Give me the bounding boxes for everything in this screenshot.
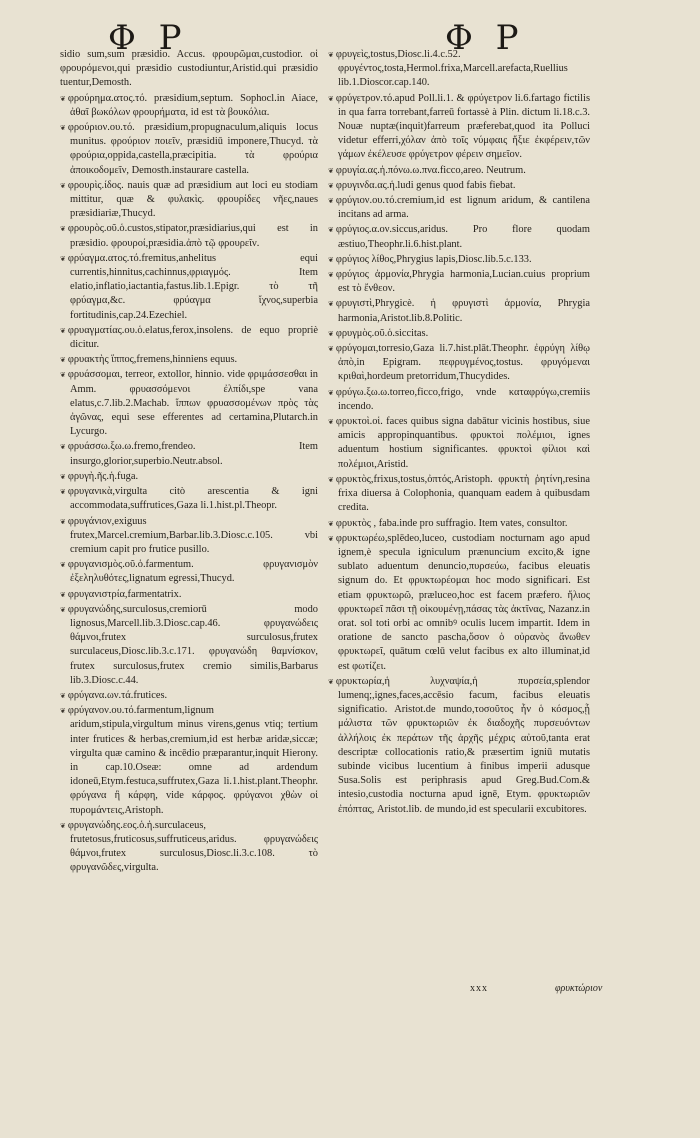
catchword: φρυκτώριον: [555, 983, 603, 994]
dictionary-entry: ❦ φρούριον.ου.τό. præsidium,propugnaculum,aliquis locus munitus. φρούριον ποιεῖν, præsidiū imponere,Thucyd. τὰ φρούρια,oppida,castella,præcipitia. τὰ φρούρια ἀποικοδομεῖν, Demosth.instaurare castella.: [60, 121, 318, 178]
dictionary-entry: ❦ φρυκτοὶ.οἱ. faces quibus signa dabātur vicinis hostibus, siue amicis appropinquantibus. φρυκτοὶ πολέμιοι, ignes aduentum hostium significantes. φρυκτοὶ φίλιοι καὶ πολέμιοι,Aristid.: [328, 415, 590, 472]
left-column: [60, 48, 318, 983]
dictionary-entry: ❦ φρύγιος λίθος,Phrygius lapis,Diosc.lib.5.c.133.: [328, 253, 590, 267]
dictionary-entry: ❦ φρύγανον.ου.τό.farmentum,lignum aridum,stipula,virgultum minus virens,genus vtiq; tertium inter frutices & herbas,cremium,id est herbæ aridæ,siccæ; virgulta quæ camino & incēdio præparantur,inquit Hierony. in cap.10.Oseæ: omne ad ardendum idoneū,Etym.festuca,suffrutex,Gaza li.1.hist.plant.Theophr. φρύγανα ἢ κάρφη, vide κάρφος. φρύγανοι χθὼν οἱ πυρομάντεις,Aristoph.: [60, 704, 318, 818]
dictionary-entry: ❦ φρύγιον.ου.τό.cremium,id est lignum aridum, & cantilena incitans ad arma.: [328, 194, 590, 222]
signature-mark: xxx: [470, 983, 488, 994]
dictionary-entry: ❦ φρυκτωρία,ἡ λυχναψία,ἡ πυρσεία,splendor lumenq;,ignes,faces,accēsio facum, facibus eleuatis significatio. Aristot.de mundo,τοσοῦτος ἦν ὁ κόσμος,ᾗ μάλιστα τῶν φρυκτωριῶν ἐκ διαδοχῆς πυρσευόντων ἀλλήλοις ἐκ περάτων τῆς ἀρχῆς μέχρις αὐτοῦ,tanta erat descriptæ collocationis ratio,& præsertim igniū mutatis subinde vicibus lucentium à finibus imperii adusque Susa.Solis est periphrasis apud Greg.Bud.Com.& intesio,custodia nocturna apud ignē, Etym. φρυκτωριῶν ἐπόπτας, Aristot.lib. de mundo,id est specularii excubitores.: [328, 675, 590, 817]
dictionary-entry: ❦ φρυακτὴς ἵππος,fremens,hinniens equus.: [60, 353, 318, 367]
dictionary-entry: ❦ φρουρὶς.ίδος. nauis quæ ad præsidium aut loci eu stodiam mittitur, quæ & φυλακὶς. φρουρίδες νῆες,naues præsidiariæ,Thucyd.: [60, 179, 318, 222]
dictionary-entry: ❦ φρύγομαι,torresio,Gaza li.7.hist.plāt.Theophr. ἐφρύγη λίθῳ ἀπὸ,in Epigram. πεφρυγμένος,tostus. φρυγόμεναι κριθαὶ,hordeum pretorridum,Thucydides.: [328, 342, 590, 385]
dictionary-entry: ❦ φρυγανώδης.εος.ὁ.ἡ.surculaceus, frutetosus,fruticosus,suffruticeus,aridus. φρυγανώδεις θάμνοι,frutex surculosus,Diosc.li.3.c.108. τὸ φρυγανῶδες,virgulta.: [60, 819, 318, 876]
dictionary-entry: ❦ φρυαγματίας.ου.ὁ.elatus,ferox,insolens. de equo propriè dicitur.: [60, 324, 318, 352]
dictionary-entry: ❦ φρυγανιστρία,farmentatrix.: [60, 588, 318, 602]
dictionary-entry: ❦ φρύγανα.ων.τά.frutices.: [60, 689, 318, 703]
dictionary-entry: sidio sum,sum præsidio. Accus. φρουρῶμαι,custodior. οἱ φρουρόμενοι,qui præsidio custodiuntur,Aristid.qui præsidio tuentur,Demosth.: [60, 49, 318, 89]
dictionary-entry: ❦ φρύγιος.α.ον.siccus,aridus. Pro flore quodam æstiuo,Theophr.li.6.hist.plant.: [328, 223, 590, 251]
dictionary-entry: ❦ φρυγανικὰ,virgulta citò arescentia & igni accommodata,suffrutices,Gaza li.1.hist.pl.Theopr.: [60, 485, 318, 513]
dictionary-entry: ❦ φρυγιστὶ,Phrygicè. ἡ φρυγιστὶ ἁρμονία, Phrygia harmonia,Aristot.lib.8.Politic.: [328, 297, 590, 325]
dictionary-entry: ❦ φρυάσσω.ξω.ω.fremo,frendeo. Item insurgo,glorior,superbio.Neutr.absol.: [60, 440, 318, 468]
dictionary-entry: ❦ φρυάσσομαι, terreor, extollor, hinnio. vide φριμάσσεσθαι in Amm. φρυασσόμενοι ἐλπίδι,spe vana elatus,c.7.lib.2.Machab. ἵππων φρυασσομένων πρὸς τὰς ἀγῶνας, equi sese efferentes ad certamina,Plutarch.in Lycurgo.: [60, 368, 318, 439]
dictionary-entry: ❦ φρύγιος ἁρμονία,Phrygia harmonia,Lucian.cuius proprium est τὸ ἔνθεον.: [328, 268, 590, 296]
dictionary-entry: ❦ φρούρημα.ατος.τό. præsidium,septum. Sophocl.in Aiace, ἀθαῖ βωκόλων φρουρήματα, id est τὰ βουκόλια.: [60, 92, 318, 120]
dictionary-entry: ❦ φρυγεὶς,tostus,Diosc.li.4.c.52. φρυγέντος,tosta,Hermol.frixa,Marcell.arefacta,Ruellius lib.1.Dioscor.cap.140.: [328, 48, 590, 91]
dictionary-entry: ❦ φρυκτὸς , faba.inde pro suffragio. Item vates, consultor.: [328, 517, 590, 531]
dictionary-entry: ❦ φρυγάνιον,exiguus frutex,Marcel.cremium,Barbar.lib.3.Diosc.c.105. vbi cremium capit pro frutice pusillo.: [60, 515, 318, 558]
dictionary-entry: ❦ φρυγινδα.ας.ἡ.ludi genus quod fabis fiebat.: [328, 179, 590, 193]
dictionary-entry: ❦ φρυκτὸς,frixus,tostus,ὀπτός,Aristoph. φρυκτὴ ῥητίνη,resina frixa diuersa à Colophonia, quanquam eadem à quibusdam credita.: [328, 473, 590, 516]
running-head-left: Φ Ρ: [108, 18, 188, 58]
running-head-right: Φ Ρ: [445, 18, 525, 58]
right-column: [328, 48, 590, 978]
dictionary-entry: ❦ φρουρὸς.οῦ.ὁ.custos,stipator,præsidiarius,qui est in præsidio. φρουροί,præsidia.ἀπὸ τῷ φρουρεῖν.: [60, 222, 318, 250]
dictionary-entry: ❦ φρυκτωρέω,splēdeo,luceo, custodiam nocturnam ago apud ignem,è specula igniculum prænuncium excito,& igne sublato aduentum denuncio,πυρσεύω, facibus eleuatis signum do. Et φρυκτωρέομαι hoc modo significari. Est etiam φρυκτωρῶ, præluceo,hoc est facem præfero. ἥλιος φρυκτωρεῖ πᾶσι τῇ οἰκουμένῃ,πάσας τὰς ἀκτῖνας, Nazanz.in orat. sol toti orbi ac omnibꝰ oculis lucem impartit. Idem in oratione de sancto pascha,ὅσον ὁ οὐρανὸς ἄνωθεν φρυκτωρεῖ, quātum cœlū velut facibus ex alto illuminat,id est φωτίζει.: [328, 532, 590, 674]
dictionary-entry: ❦ φρύγετρον.τό.apud Poll.li.1. & φρύγετρον li.6.fartago fictilis in qua farra torrebant,farreū fortassè à Plin. dictum li.18.c.3. Nouæ nuptæ(inquit)farreum præferebat,quod ita Polluci videtur efferri,χόλαν ἀπὸ τοῖς νύμφαις ἥξιε ἐκφέρειν,τῶν γάμων ἐκέλευσε φρύγετρον φέρειν σημεῖον.: [328, 92, 590, 163]
dictionary-entry: ❦ φρυγανισμὸς.οῦ.ὁ.farmentum. φρυγανισμὸν ἐξεληλυθότες,lignatum egressi,Thucyd.: [60, 558, 318, 586]
dictionary-entry: ❦ φρυγὴ.ῆς.ἡ.fuga.: [60, 470, 318, 484]
dictionary-entry: ❦ φρύγω.ξω.ω.torreo,ficco,frigo, vnde καταφρύγω,cremiis incendo.: [328, 386, 590, 414]
dictionary-entry: ❦ φρυγανώδης,surculosus,cremiorū modo lignosus,Marcell.lib.3.Diosc.cap.46. φρυγανώδεις θάμνοι,frutex surculosus,frutex surculaceus,Diosc.lib.3.c.171. φρυγανώδη θαμνίσκον, frutex surculosus,frutex cremio similis,Barbarus lib.3.Diosc.c.44.: [60, 603, 318, 688]
dictionary-entry: ❦ φρυγμὸς.οῦ.ὁ.siccitas.: [328, 327, 590, 341]
dictionary-entry: ❦ φρύαγμα.ατος.τό.fremitus,anhelitus equi currentis,hinnitus,cachinnus,φριαγμός. Item elatio,inflatio,iactantia,fastus.lib.1.Epigr. τὸ τῆ φρύαγμα,&c. φρύαγμα ἴχνος,superbia fortitudinis,cap.24.Ezechiel.: [60, 252, 318, 323]
dictionary-entry: ❦ φρυγία.ας.ἡ.πόνω.ω.πνα.ficco,areo. Neutrum.: [328, 164, 590, 178]
